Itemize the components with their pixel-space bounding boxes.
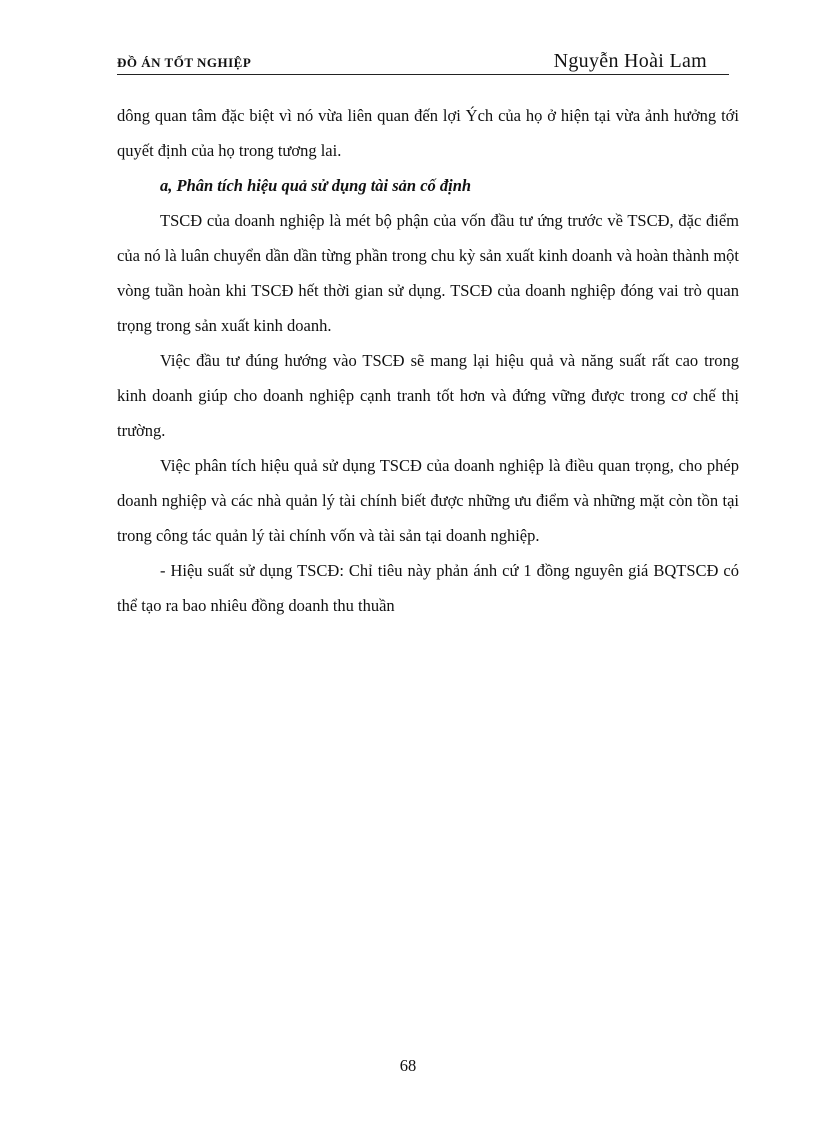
page-number: 68 <box>399 1056 417 1075</box>
paragraph-efficiency-indicator: - Hiệu suất sử dụng TSCĐ: Chỉ tiêu này phản ánh cứ 1 đồng nguyên giá BQTSCĐ có thể tạo ra bao nhiêu đồng doanh thu thuần <box>117 561 739 615</box>
paragraph-continued: dông quan tâm đặc biệt vì nó vừa liên quan đến lợi Ých của họ ở hiện tại vừa ảnh hưởng tới quyết định của họ trong tương lai. <box>117 106 739 160</box>
page-body <box>117 98 739 623</box>
header-author: Nguyễn Hoài Lam <box>553 50 707 72</box>
paragraph-investment: Việc đầu tư đúng hướng vào TSCĐ sẽ mang lại hiệu quả và năng suất rất cao trong kinh doanh giúp cho doanh nghiệp cạnh tranh tốt hơn và đứng vững được trong cơ chế thị trường. <box>117 351 739 440</box>
section-heading: a, Phân tích hiệu quả sử dụng tài sản cố định <box>160 176 472 195</box>
paragraph-tscd-definition: TSCĐ của doanh nghiệp là mét bộ phận của vốn đầu tư ứng trước về TSCĐ, đặc điểm của nó là luân chuyển dần dần từng phần trong chu kỳ sản xuất kinh doanh và hoàn thành một vòng tuần hoàn khi TSCĐ hết thời gian sử dụng. TSCĐ của doanh nghiệp đóng vai trò quan trọng trong sản xuất kinh doanh. <box>117 211 739 335</box>
paragraph-analysis: Việc phân tích hiệu quả sử dụng TSCĐ của doanh nghiệp là điều quan trọng, cho phép doanh nghiệp và các nhà quản lý tài chính biết được những ưu điểm và những mặt còn tồn tại trong công tác quản lý tài chính vốn và tài sản tại doanh nghiệp. <box>117 456 739 545</box>
page-header <box>117 48 729 75</box>
header-title: ĐỒ ÁN TỐT NGHIỆP <box>117 55 252 70</box>
